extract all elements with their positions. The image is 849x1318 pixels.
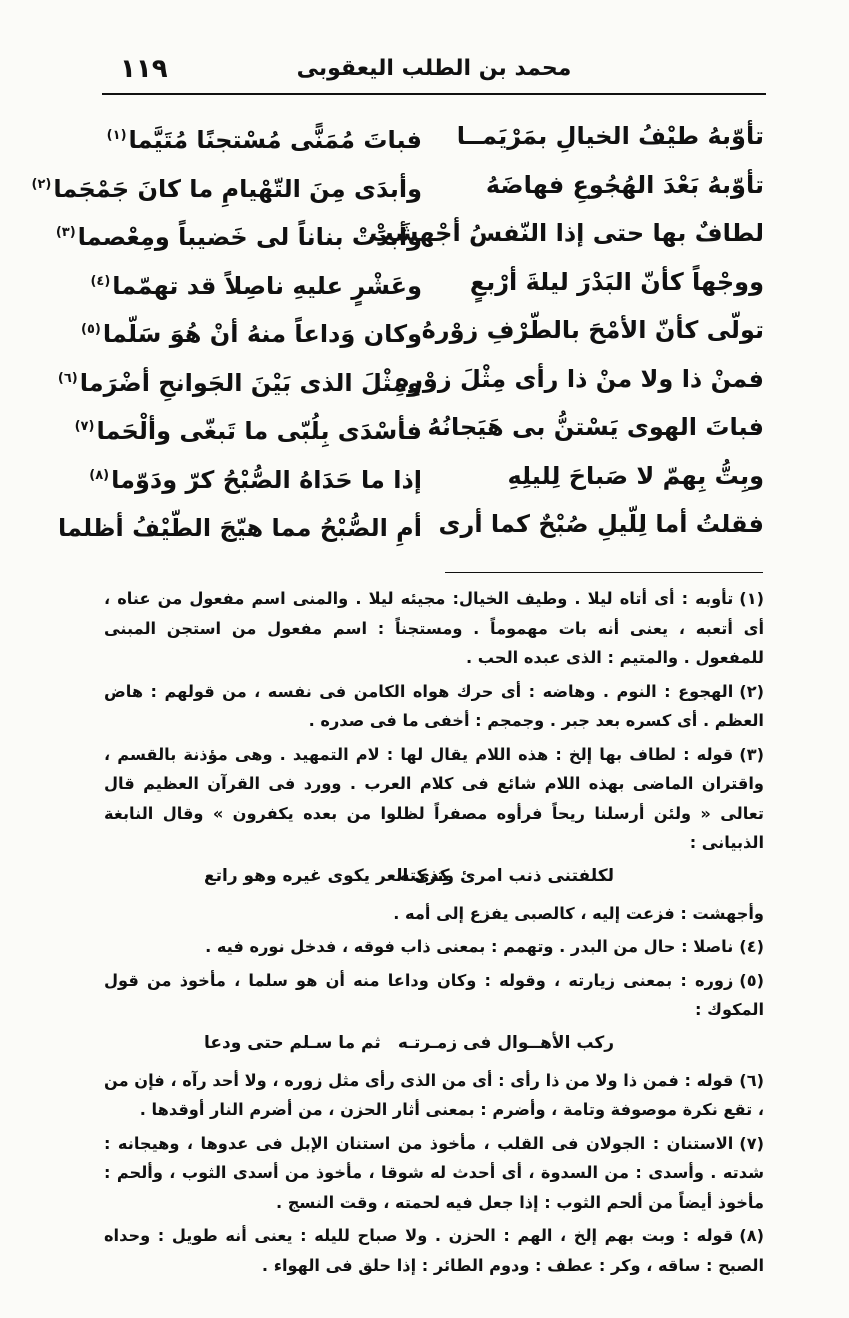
quoted-couplet xyxy=(104,1029,764,1064)
verse xyxy=(58,498,764,547)
quoted-couplet xyxy=(104,862,764,897)
footnote-ref: (٤) xyxy=(90,273,111,289)
verse-text: وكان وَداعاً منهُ أنْ هُوَ سَلّما xyxy=(102,320,422,348)
verse-first-hemistich: وبِتُّ بِهمّ لا صَباحَ لِليلِهِ xyxy=(507,461,764,490)
footnote-text: قوله : فمن ذا ولا من ذا رأى : أى من الذى رأى مثل زوره ، ولا أحد رآه ، فإن من ، تقع نكرة موصوفة وتامة ، وأضرم : بمعنى أثار الحزن ، من أضرم النار أوقدها . xyxy=(104,1070,764,1119)
couplet-first-hemistich: لكلفتنى ذنب امرئ وتركته xyxy=(399,865,614,886)
verse-first-hemistich: فقلتُ أما لِلّيلِ صُبْحٌ كما أرى xyxy=(438,510,764,538)
footnote-text: الاستنان : الجولان فى القلب ، مأخوذ من استنان الإبل فى عدوها ، وهيجانه : شدته . وأسدى : من السدوة ، أى أحدث له شوقا ، مأخوذ من أسدى الثوب ، وألحم : مأخوذ أيضاً من ألحم الثوب : إذا جعل فيه لحمته ، وقت النسج . xyxy=(104,1133,764,1212)
footnote-number: (٢) xyxy=(739,681,764,701)
footnote-number: (٥) xyxy=(739,970,764,990)
verse xyxy=(55,207,764,256)
verse-text: فأسْدَى بِلُبّى ما تَبغّى وألْحَما xyxy=(96,417,422,445)
footnote xyxy=(104,1066,764,1125)
verse-text: وعَشْرٍ عليهِ ناصِلاً قد تهمّما xyxy=(112,271,422,300)
verse-text: أمِ الصُّبْحُ مما هيّجَ الطّيْفُ أظلما xyxy=(58,514,422,542)
footnote-ref: (٦) xyxy=(57,370,78,386)
verse-second-hemistich xyxy=(31,167,422,207)
verse xyxy=(81,304,764,353)
verse-first-hemistich: تولّى كأنّ الأمْحَ بالطّرْفِ زوْرهُ xyxy=(421,316,764,344)
footnote-number: (١) xyxy=(739,589,764,608)
verse xyxy=(31,159,764,208)
verse-second-hemistich xyxy=(104,118,422,158)
footnote-ref: (٥) xyxy=(81,322,101,337)
footnote-text: ناصلا : حال من البدر . وتهمم : بمعنى ذاب فوقه ، فدخل نوره فيه . xyxy=(205,937,734,956)
footnote-text: قوله : وبت بهم إلخ ، الهم : الحزن . ولا صباح لليله : يعنى أنه طويل : وحداه الصبح : ساقه ، وكر : عطف : ودوم الطائر : إذا حلق فى الهواء . xyxy=(104,1226,764,1275)
footnote-ref: (٣) xyxy=(55,225,76,240)
verse-first-hemistich: ووجْهاً كأنّ البَدْرَ ليلةَ أرْبعٍ xyxy=(469,267,764,296)
couplet-second-hemistich: ثم ما سـلم حتى ودعا xyxy=(204,1032,381,1053)
footnote xyxy=(104,740,764,858)
footnote-continuation: وأجهشت : فزعت إليه ، كالصبى يفزع إلى أمه . xyxy=(393,903,764,923)
page-header xyxy=(104,54,764,94)
verse-text: ومِثْلَ الذى بَيْنَ الجَوانحِ أضْرَما xyxy=(79,368,422,397)
footnote xyxy=(104,677,764,736)
verse xyxy=(74,401,764,450)
footnote-ref: (١) xyxy=(106,128,127,143)
verse-second-hemistich xyxy=(57,361,422,401)
footnote-text: الهجوع : النوم . وهاضه : أى حرك هواه الكامن فى نفسه ، من قولهم : هاض العظم . أى كسره بعد جبر . وجمجم : أخفى ما فى صدره . xyxy=(104,681,764,730)
footnote xyxy=(104,1221,764,1280)
footnote xyxy=(104,966,764,1025)
verse-second-hemistich xyxy=(89,458,422,498)
verse-text: إذا ما حَدَاهُ الصُّبْحُ كرّ ودَوّما xyxy=(111,465,422,494)
verse-text: فباتَ مُمَنًّى مُسْتجنًا مُتَيَّما xyxy=(128,126,422,154)
poem xyxy=(31,110,764,547)
footnote-number: (٨) xyxy=(739,1226,764,1245)
footnote-text: زوره : بمعنى زيارته ، وقوله : وكان وداعا منه أن هو سلما ، مأخوذ من قول المكوك : xyxy=(104,970,764,1019)
verse xyxy=(57,353,764,402)
footnote-ref: (٨) xyxy=(89,467,110,483)
verse-second-hemistich xyxy=(58,506,422,546)
footnotes xyxy=(104,584,764,1284)
verse-second-hemistich xyxy=(55,215,422,255)
verse-second-hemistich xyxy=(74,409,422,449)
footnote xyxy=(104,932,764,962)
verse-first-hemistich: لطافٌ بها حتى إذا النّفسُ أجْهشَتْ xyxy=(369,219,764,247)
verse-first-hemistich: تأوّبهُ طيْفُ الخيالِ بمَرْيَمــا xyxy=(456,122,764,150)
footnote-number: (٧) xyxy=(739,1133,764,1153)
verse-second-hemistich xyxy=(81,312,422,352)
verse xyxy=(104,110,764,159)
footnote xyxy=(104,584,764,673)
page-number: ١١٩ xyxy=(120,54,168,84)
footnote-text: تأوبه : أى أتاه ليلا . وطيف الخيال: مجيئه ليلا . والمنى اسم مفعول من عناه ، أى أتعبه ، يعنى أنه بات مهموماً . ومستجناً : اسم مفعول من استجن المبنى للمفعول . والمتيم : الذى عبده الحب . xyxy=(104,589,764,667)
footnote-ref: (٢) xyxy=(31,176,52,192)
header-rule xyxy=(102,93,766,95)
footnote-number: (٦) xyxy=(739,1070,764,1090)
verse xyxy=(90,256,764,305)
footnote-number: (٤) xyxy=(739,937,764,956)
verse-first-hemistich: فمنْ ذا ولا منْ ذا رأى مِثْلَ زوْرِهِ xyxy=(394,364,764,393)
verse-first-hemistich: فباتَ الهوى يَسْتنُّ بى هَيَجانُهُ xyxy=(427,413,764,441)
running-title: محمد بن الطلب اليعقوبى xyxy=(296,56,572,81)
footnote-text: قوله : لطاف بها إلخ : هذه اللام يقال لها : لام التمهيد . وهى مؤذنة بالقسم ، واقتران الماضى بهذه اللام شائع فى كلام العرب . وورد فى القرآن العظيم قال تعالى « ولئن أرسلنا ريحاً فرأوه مصفراً لظلوا من بعده يكفرون » وقال النابغة الذبيانى : xyxy=(104,744,764,852)
footnotes-rule xyxy=(445,572,763,573)
verse-first-hemistich: تأوّبهُ بَعْدَ الهُجُوعِ فهاضَهُ xyxy=(485,170,764,199)
verse-second-hemistich xyxy=(90,264,422,304)
verse-text: وأبدَى مِنَ التّهْيامِ ما كانَ جَمْجَما xyxy=(53,174,422,203)
couplet-first-hemistich: ركب الأهــوال فى زمـرتـه xyxy=(397,1032,614,1053)
verse-text: وأبدَتْ بناناً لى خَضيباً ومِعْصما xyxy=(77,223,422,251)
footnote-number: (٣) xyxy=(739,744,764,764)
footnote-ref: (٧) xyxy=(74,419,95,434)
verse xyxy=(89,450,764,499)
footnote xyxy=(104,1129,764,1218)
couplet-second-hemistich: كذى العر يكوى غيره وهو راتع xyxy=(204,865,450,886)
